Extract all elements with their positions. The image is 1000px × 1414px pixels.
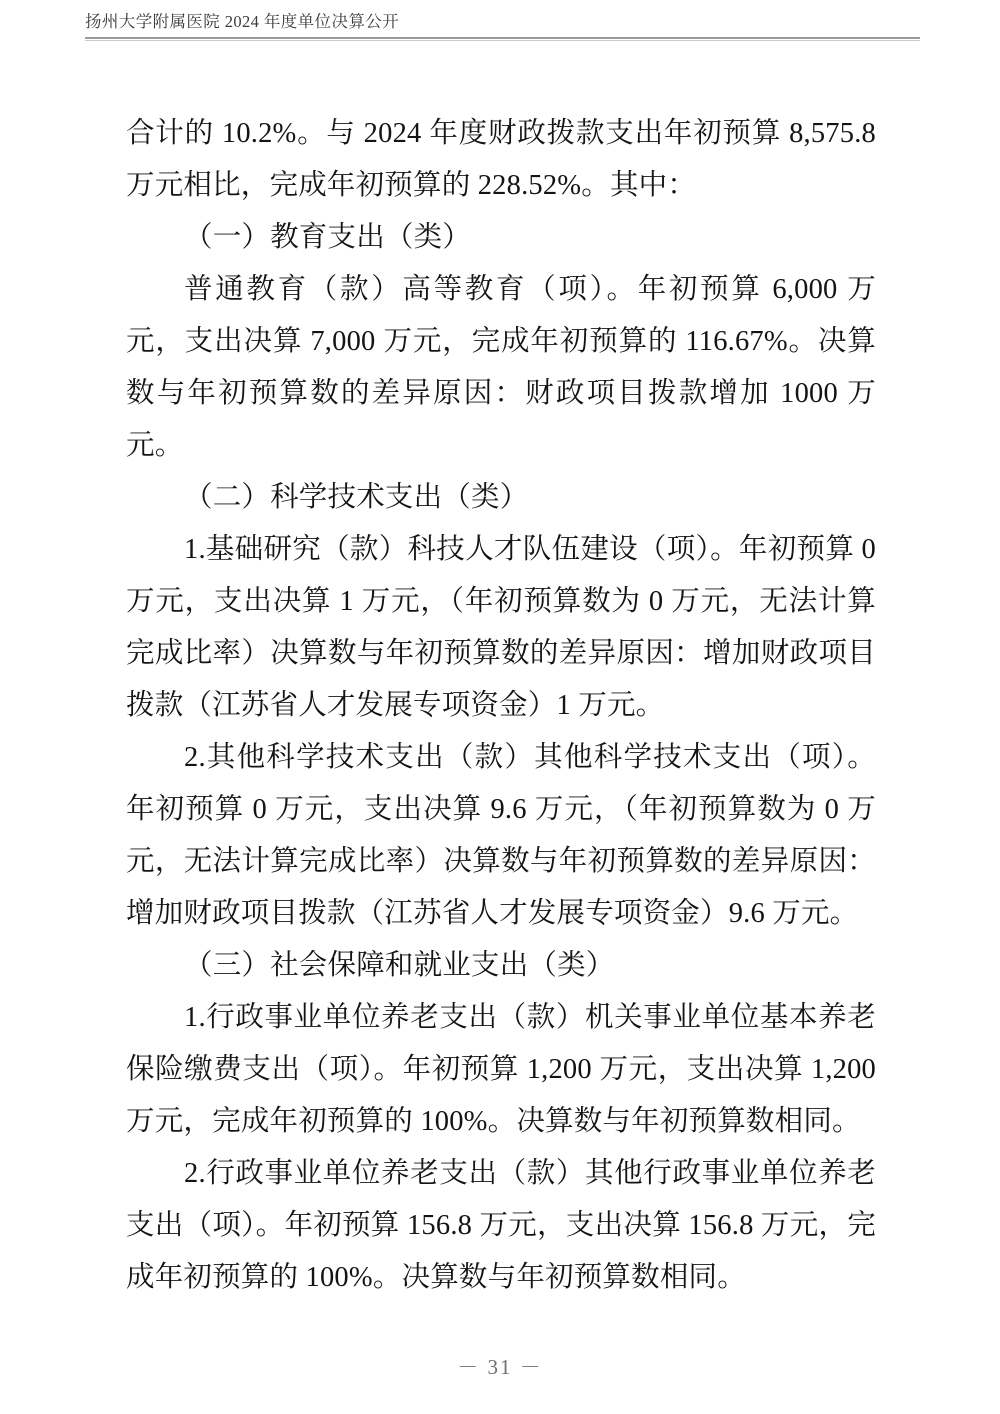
para-general-education-higher-education: 普通教育（款）高等教育（项）。年初预算 6,000 万元，支出决算 7,000 万元，完成年初预算的 116.67%。决算数与年初预算数的差异原因：财政项目拨款增加 1000 万元。 — [126, 274, 876, 461]
heading-social-security-employment: （三）社会保障和就业支出（类） — [184, 950, 615, 981]
para-financial-allocation-summary: 合计的 10.2%。与 2024 年度财政拨款支出年初预算 8,575.8 万元相比，完成年初预算的 228.52%。其中： — [126, 118, 876, 201]
heading-science-technology-expenditure: （二）科学技术支出（类） — [184, 482, 529, 513]
header-divider-rule — [85, 37, 920, 39]
running-header-title: 扬州大学附属医院 2024 年度单位决算公开 — [85, 12, 400, 31]
heading-education-expenditure: （一）教育支出（类） — [184, 222, 472, 253]
para-basic-research-talent-team: 1.基础研究（款）科技人才队伍建设（项）。年初预算 0 万元，支出决算 1 万元，（年初预算数为 0 万元，无法计算完成比率）决算数与年初预算数的差异原因：增加财政项目拨款（江苏省人才发展专项资金）1 万元。 — [126, 534, 876, 721]
document-body — [126, 108, 876, 1304]
running-header — [85, 12, 920, 42]
para-admin-pension-basic-insurance: 1.行政事业单位养老支出（款）机关事业单位基本养老保险缴费支出（项）。年初预算 1,200 万元，支出决算 1,200 万元，完成年初预算的 100%。决算数与年初预算数相同。 — [126, 1002, 876, 1137]
page-number: － 31 － — [457, 1355, 543, 1379]
para-admin-pension-other: 2.行政事业单位养老支出（款）其他行政事业单位养老支出（项）。年初预算 156.8 万元，支出决算 156.8 万元，完成年初预算的 100%。决算数与年初预算数相同。 — [126, 1158, 876, 1293]
para-other-science-technology: 2.其他科学技术支出（款）其他科学技术支出（项）。年初预算 0 万元，支出决算 9.6 万元，（年初预算数为 0 万元，无法计算完成比率）决算数与年初预算数的差异原因：增加财政项目拨款（江苏省人才发展专项资金）9.6 万元。 — [126, 742, 876, 929]
page-footer — [0, 1355, 1000, 1379]
